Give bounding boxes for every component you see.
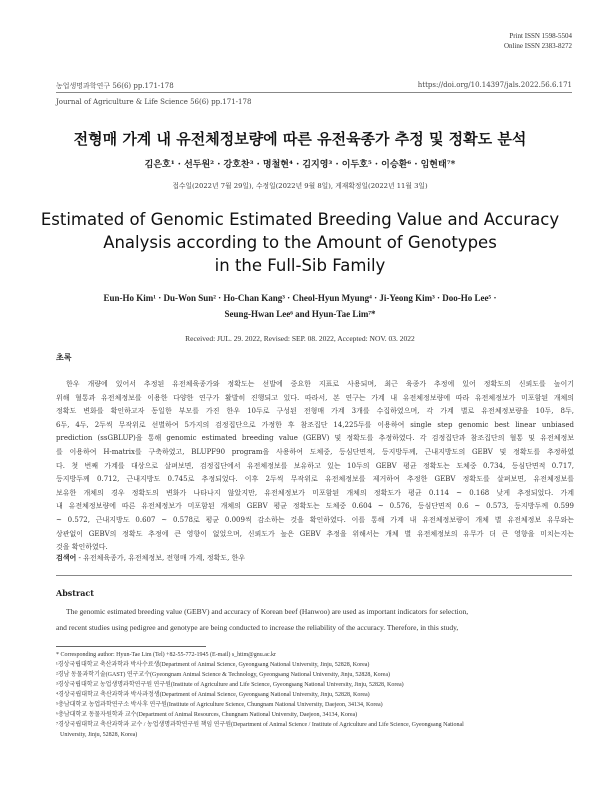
- issn-online: Online ISSN 2383-8272: [503, 42, 572, 50]
- footnote-line: * Corresponding author: Hyun-Tae Lim (Tel) +82-55-772-1945 (E-mail) s_htim@gnu.ac.kr: [56, 652, 277, 658]
- title-korean: 전형매 가계 내 유전체정보량에 따른 유전육종가 추정 및 정확도 분석: [73, 130, 527, 148]
- keywords-label: 검색어: [56, 553, 77, 562]
- footnote-line: ¹경상국립대학교 축산과학과 박사수료생(Department of Animal Science, Gyeongsang National University, Jinju, 52828, Korea): [56, 662, 370, 668]
- issn-print: Print ISSN 1598-5504: [509, 32, 572, 40]
- abstract-line: 를 이용하여 H-matrix를 구축하였고, BLUPF90 program을 사용하여 도체중, 등심단면적, 등지방두께, 근내지방도의 GEBV 및 정확도를 추정하였: [56, 447, 574, 456]
- journal-korean: 농업생명과학연구 56(6) pp.171-178: [56, 82, 174, 90]
- title-english: [0, 208, 600, 277]
- abstract-line: 것을 확인하였다.: [56, 543, 108, 552]
- keywords: [56, 553, 245, 563]
- title-english-line: Analysis according to the Amount of Genotypes: [103, 233, 497, 252]
- dates-english: Received: JUL. 29. 2022, Revised: SEP. 08. 2022, Accepted: NOV. 03. 2022: [185, 334, 415, 343]
- footnote-line: ²경남 동물과학기술(GAST) 연구교수(Gyeongnam Animal Science & Technology, Gyeongsang National University, Jinju, 52828, Korea): [56, 672, 390, 678]
- dates-korean: 접수일(2022년 7월 29일), 수정일(2022년 9월 8일), 게재확정일(2022년 11월 3일): [172, 182, 428, 190]
- footnote-line: ⁴경상국립대학교 축산과학과 박사과정생(Department of Animal Science, Gyeongsang National University, Jinju, 52828, Korea): [56, 692, 370, 698]
- abstract-line: 내 유전체정보량에 따른 유전체정보가 미포함된 개체의 GEBV 평균 정확도는 도체중 0.604 ~ 0.576, 등심단면적 0.6 ~ 0.573, 등지방두께 0.599: [56, 502, 574, 511]
- abstract-line: 위해 혈통과 유전체정보를 이용한 다양한 연구가 활발히 진행되고 있다. 따라서, 본 연구는 가계 내 유전체정보량에 따라 유전체정보가 미포함된 개체의: [56, 393, 574, 402]
- footnote-line: University, Jinju, 52828, Korea): [60, 732, 138, 738]
- authors-korean: 김은호¹ · 선두원² · 강호찬³ · 명철현⁴ · 김지영³ · 이두호⁵ · 이승환⁶ · 임현태⁷*: [144, 160, 456, 170]
- journal-english: Journal of Agriculture & Life Science 56(6) pp.171-178: [56, 98, 252, 106]
- abstract-korean-heading: 초록: [56, 352, 72, 362]
- header-divider: [56, 92, 572, 93]
- footnotes: [56, 650, 574, 740]
- footnote-line: ⁶충남대학교 동물자원학과 교수(Department of Animal Resources, Chungnam National University, Daejeon, 34134, Korea): [56, 712, 358, 718]
- abstract-line: The genomic estimated breeding value (GEBV) and accuracy of Korean beef (Hanwoo) are used as important indicators for selection,: [66, 607, 469, 616]
- abstract-line: 등지방두께 0.712, 근내지방도 0.745로 추정되었다. 이후 2두씩 무작위로 유전체정보를 제거하여 추정한 GEBV 정확도를 살펴보면, 유전체정보를: [56, 475, 574, 484]
- issn-block: [504, 31, 572, 51]
- abstract-line: ~ 0.572, 근내지방도 0.607 ~ 0.578로 평균 0.009씩 감소하는 것을 확인하였다. 이를 통해 가계 내 유전체정보량이 개체 별 유전체정보 유무와는: [56, 515, 574, 524]
- abstract-line: prediction (ssGBLUP)을 통해 genomic estimated breeding value (GEBV) 및 정확도를 추정하였다. 각 검정집단과 참조집단의 혈통 및 유전체정보: [56, 434, 574, 443]
- authors-english: [0, 290, 600, 322]
- footnote-line: ³경상국립대학교 농업생명과학연구원 연구원(Institute of Agriculture and Life Science, Gyeongsang National University, Jinju, 52828, Korea): [56, 682, 404, 688]
- authors-english-line: Seung-Hwan Lee⁶ and Hyun-Tae Lim⁷*: [224, 309, 376, 319]
- abstract-line: 6두, 4두, 2두씩 무작위로 선별하여 5가지의 검정집단으로 가정한 후 참조집단 14,225두를 이용하여 single step genomic best linear unbiased: [56, 420, 574, 429]
- doi-link[interactable]: https://doi.org/10.14397/jals.2022.56.6.171: [417, 81, 572, 89]
- abstract-line: 정확도 변화를 확인하고자 동일한 부모를 가진 한우 10두로 구성된 전형매 가계 3개를 수집하였으며, 각 가계 별로 유전체정보량을 10두, 8두,: [56, 407, 574, 416]
- title-english-line: in the Full-Sib Family: [214, 256, 386, 275]
- keywords-list: - 유전체육종가, 유전체정보, 전형매 가계, 정확도, 한우: [78, 554, 246, 562]
- authors-english-line: Eun-Ho Kim¹ · Du-Won Sun² · Ho-Chan Kang³ · Cheol-Hyun Myung⁴ · Ji-Yeong Kim³ · Doo-Ho Lee⁵ ·: [103, 293, 497, 303]
- footnote-line: ⁵충남대학교 농업과학연구소 박사후 연구원(Institute of Agriculture Science, Chungnam National University, Daejeon, 34134, Korea): [56, 702, 383, 708]
- abstract-line: 한우 개량에 있어서 추정된 유전체육종가와 정확도는 선발에 중요한 지표로 사용되며, 최근 육종가 추정에 있어 정확도의 신뢰도를 높이기: [66, 380, 574, 388]
- section-divider: [56, 575, 572, 576]
- abstract-line: 보유한 개체의 경우 정확도의 변화가 나타나지 않았지만, 유전체정보가 미포함된 개체의 정확도가 평균 0.114 ~ 0.168 낮게 추정되었다. 가계: [56, 488, 574, 497]
- abstract-line: 상관없이 GEBV의 정확도 추정에 큰 영향이 없었으며, 신뢰도가 높은 GEBV 추정을 위해서는 개체 별 유전체정보의 유무가 더 큰 영향을 미치는지는: [56, 529, 574, 538]
- abstract-line: and recent studies using pedigree and genotype are being conducted to increase the reliability of the accuracy. Therefore, in this study,: [56, 622, 459, 632]
- abstract-english-heading: Abstract: [56, 588, 94, 598]
- footnote-line: ⁷경상국립대학교 축산과학과 교수 / 농업생명과학연구원 책임 연구원(Department of Animal Science / Institute of Agriculture and Life Science, Gyeongsang National: [56, 722, 464, 728]
- title-english-line: Estimated of Genomic Estimated Breeding Value and Accuracy: [40, 210, 560, 229]
- abstract-line: 다. 첫 번째 가계를 대상으로 살펴보면, 검정집단에서 유전체정보를 보유하고 있는 10두의 GEBV 평균 정확도는 도체중 0.734, 등심단면적 0.717,: [56, 461, 574, 470]
- abstract-english: [56, 604, 574, 635]
- abstract-korean: [56, 378, 574, 555]
- footnote-divider: [56, 646, 206, 647]
